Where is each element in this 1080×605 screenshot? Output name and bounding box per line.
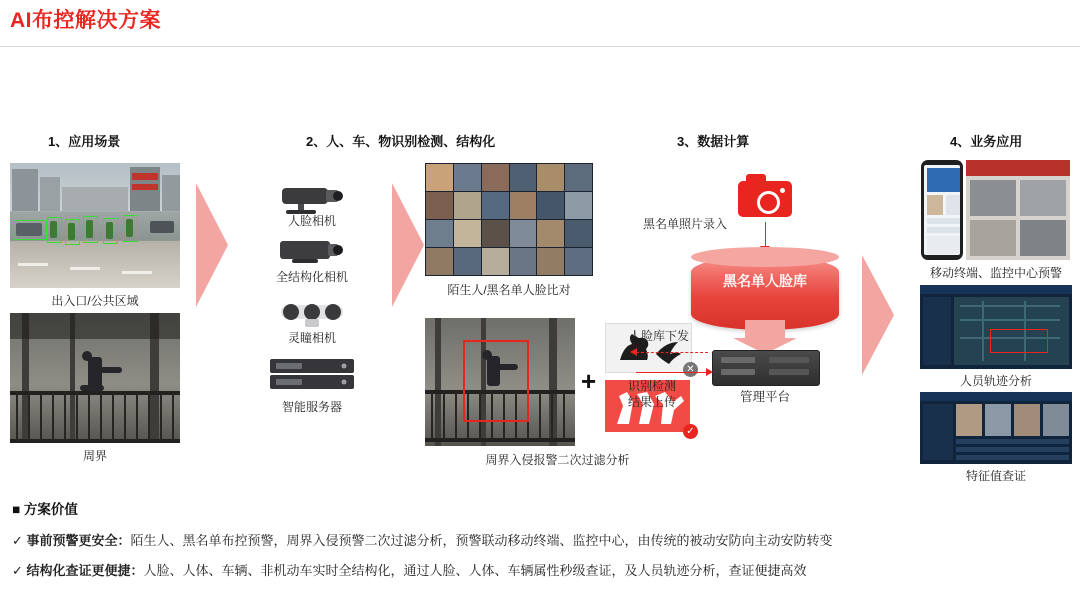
- title-divider: [0, 46, 1080, 47]
- face-lib-download-line: [636, 352, 708, 353]
- red-camera-icon: [738, 181, 792, 217]
- value-section-heading: [12, 498, 78, 518]
- filter-accept-badge: ✓: [683, 424, 698, 439]
- filter-reject-badge: ✕: [683, 362, 698, 377]
- intrusion-caption: 周界入侵报警二次过滤分析: [485, 453, 630, 467]
- value-check-marker-1: ✓: [12, 533, 23, 548]
- face-compare-mosaic: [425, 163, 593, 276]
- page-title: AI布控解决方案: [10, 9, 161, 32]
- plus-symbol: +: [581, 366, 597, 396]
- device-label-server: 智能服务器: [281, 400, 342, 414]
- value-line-1: [12, 530, 833, 549]
- column-heading-scene: 1、应用场景: [48, 134, 121, 149]
- import-arrow-line: [765, 222, 766, 248]
- device-label-bullet-camera: 人脸相机: [287, 214, 336, 228]
- column-heading-detect: 2、人、车、物识别检测、结构化: [306, 134, 496, 149]
- apply-caption-1: 移动终端、监控中心预警: [929, 266, 1062, 280]
- face-lib-download-arrow: [630, 348, 637, 356]
- result-upload-arrow: [706, 368, 713, 376]
- device-label-box-camera: 全结构化相机: [275, 270, 348, 284]
- result-upload-label-line2: 结果上传: [628, 395, 677, 409]
- blacklist-face-database-label: 黑名单人脸库: [723, 273, 807, 289]
- scene-photo-fence-caption: 周界: [82, 449, 107, 463]
- value-heading-text: 方案价值: [23, 502, 78, 517]
- value-line-2: [12, 560, 807, 579]
- management-platform-server: [712, 350, 820, 386]
- monitor-center-preview: [966, 160, 1070, 260]
- flow-arrow-scene-to-detect: [196, 183, 228, 307]
- column-heading-apply: 4、业务应用: [950, 134, 1023, 149]
- feature-verification-panel: [920, 392, 1072, 464]
- value-line-2-bold: 结构化查证更便捷：: [26, 563, 144, 578]
- intrusion-photo: [425, 318, 575, 446]
- scene-photo-street-caption: 出入口/公共区域: [51, 294, 139, 308]
- apply-caption-3: 特征值查证: [965, 469, 1026, 483]
- value-line-2-text: 人脸、人体、车辆、非机动车实时全结构化，通过人脸、人体、车辆属性秒级查证，及人员轨迹分析，查证便捷高效: [143, 563, 807, 578]
- blacklist-import-label: 黑名单照片录入: [643, 217, 728, 231]
- scene-photo-street: [10, 163, 180, 288]
- blacklist-face-database: [691, 256, 839, 330]
- result-upload-line: [636, 372, 708, 373]
- column-heading-compute: 3、数据计算: [677, 134, 750, 149]
- apply-caption-2: 人员轨迹分析: [959, 374, 1032, 388]
- device-label-multi-lens-camera: 灵瞳相机: [287, 331, 336, 345]
- value-line-1-bold: 事前预警更安全：: [26, 533, 131, 548]
- trajectory-analysis-panel: [920, 285, 1072, 369]
- management-platform-label: 管理平台: [739, 390, 790, 404]
- value-line-1-text: 陌生人、黑名单布控预警，周界入侵预警二次过滤分析，预警联动移动终端、监控中心，由传统的被动安防向主动安防转变: [130, 533, 833, 548]
- face-lib-download-label: 人脸库下发: [629, 329, 690, 343]
- face-compare-caption: 陌生人/黑名单人脸比对: [447, 283, 571, 297]
- value-bullet-marker: ■: [12, 502, 21, 517]
- value-check-marker-2: ✓: [12, 563, 23, 578]
- device-icon-server: [266, 355, 358, 400]
- result-upload-label-line1: 识别检测: [628, 379, 677, 393]
- mobile-terminal-phone: [921, 160, 963, 260]
- db-to-platform-band: [745, 320, 785, 340]
- flow-arrow-compute-to-apply: [862, 255, 894, 375]
- scene-photo-fence: [10, 313, 180, 443]
